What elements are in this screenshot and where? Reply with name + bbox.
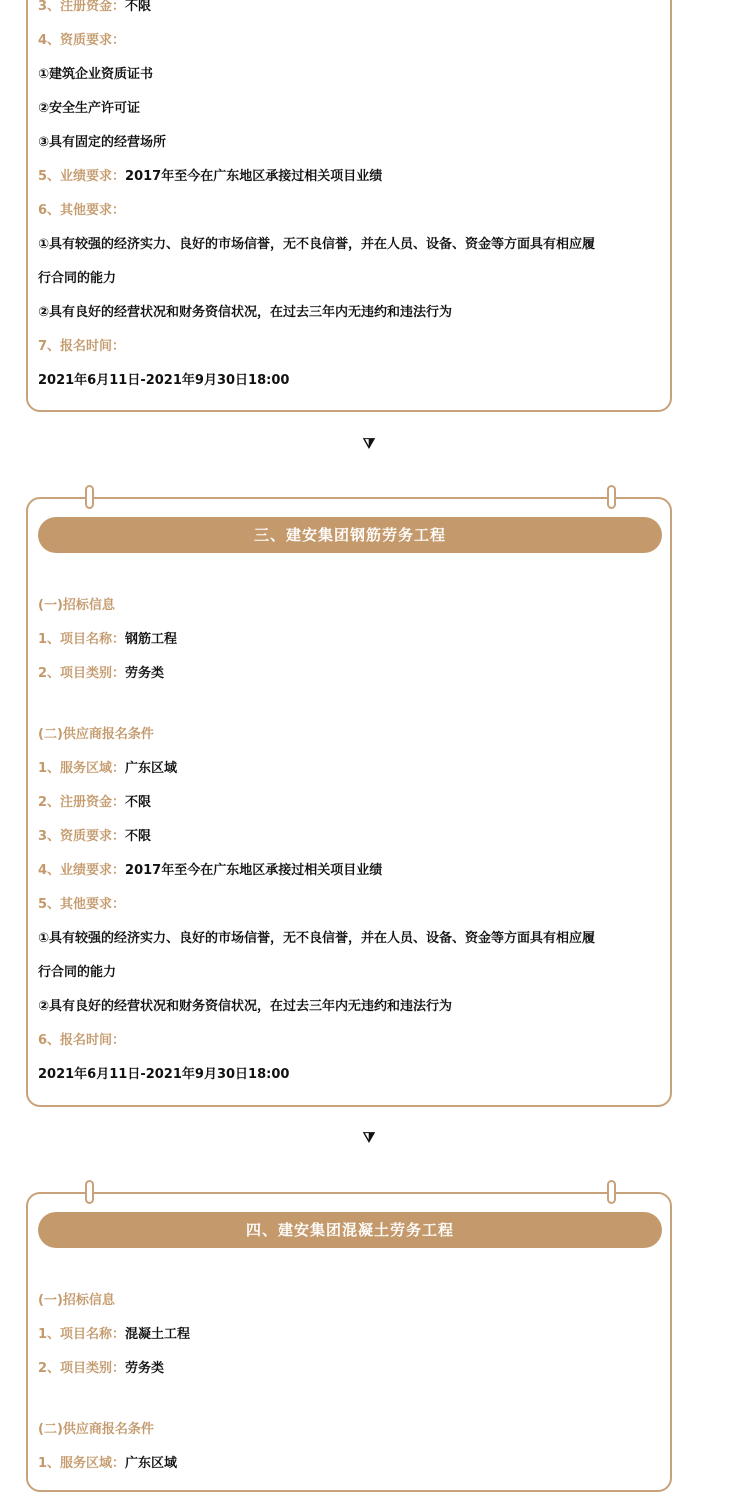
info-line: 6、报名时间： (38, 1033, 126, 1048)
info-line: ②安全生产许可证 (38, 101, 141, 116)
info-line: 2、项目类别：劳务类 (38, 1361, 165, 1376)
info-line: ②具有良好的经营状况和财务资信状况，在过去三年内无违约和违法行为 (38, 305, 453, 320)
info-line: 2021年6月11日-2021年9月30日18:00 (38, 373, 290, 388)
section-title-banner: 三、建安集团钢筋劳务工程 (38, 517, 662, 553)
down-arrow-icon: ⧩ (362, 436, 376, 452)
info-line: 4、资质要求： (38, 33, 126, 48)
info-line: 1、服务区域：广东区域 (38, 761, 178, 776)
info-line: 4、业绩要求：2017年至今在广东地区承接过相关项目业绩 (38, 863, 383, 878)
card-section-4 (26, 1192, 672, 1492)
binder-ring-icon (607, 485, 616, 509)
section-heading: (一)招标信息 (38, 1293, 115, 1308)
info-line: ①具有较强的经济实力、良好的市场信誉，无不良信誉，并在人员、设备、资金等方面具有相应履 (38, 931, 596, 946)
info-line: 1、项目名称：钢筋工程 (38, 632, 178, 647)
info-line: 1、服务区域：广东区域 (38, 1456, 178, 1471)
binder-ring-icon (85, 485, 94, 509)
binder-ring-icon (85, 1180, 94, 1204)
info-line: 2021年6月11日-2021年9月30日18:00 (38, 1067, 290, 1082)
info-line: 2、注册资金：不限 (38, 795, 152, 810)
card-section-2 (26, 0, 672, 412)
binder-ring-icon (607, 1180, 616, 1204)
card-section-3 (26, 497, 672, 1107)
info-line: ①建筑企业资质证书 (38, 67, 154, 82)
info-line: ①具有较强的经济实力、良好的市场信誉，无不良信誉，并在人员、设备、资金等方面具有相应履 (38, 237, 596, 252)
info-line: 1、项目名称：混凝土工程 (38, 1327, 191, 1342)
info-line: 行合同的能力 (38, 271, 117, 286)
section-title-banner: 四、建安集团混凝土劳务工程 (38, 1212, 662, 1248)
down-arrow-icon: ⧩ (362, 1130, 376, 1146)
info-line: 3、资质要求：不限 (38, 829, 152, 844)
section-heading: (二)供应商报名条件 (38, 1422, 154, 1437)
info-line: 2、项目类别：劳务类 (38, 666, 165, 681)
info-line: 5、其他要求： (38, 897, 126, 912)
info-line: 7、报名时间： (38, 339, 126, 354)
section-heading: (二)供应商报名条件 (38, 727, 154, 742)
info-line: 5、业绩要求：2017年至今在广东地区承接过相关项目业绩 (38, 169, 383, 184)
info-line: 6、其他要求： (38, 203, 126, 218)
info-line: 行合同的能力 (38, 965, 117, 980)
info-line: ②具有良好的经营状况和财务资信状况，在过去三年内无违约和违法行为 (38, 999, 453, 1014)
info-line: ③具有固定的经营场所 (38, 135, 167, 150)
section-heading: (一)招标信息 (38, 598, 115, 613)
info-line: 3、注册资金：不限 (38, 0, 152, 14)
